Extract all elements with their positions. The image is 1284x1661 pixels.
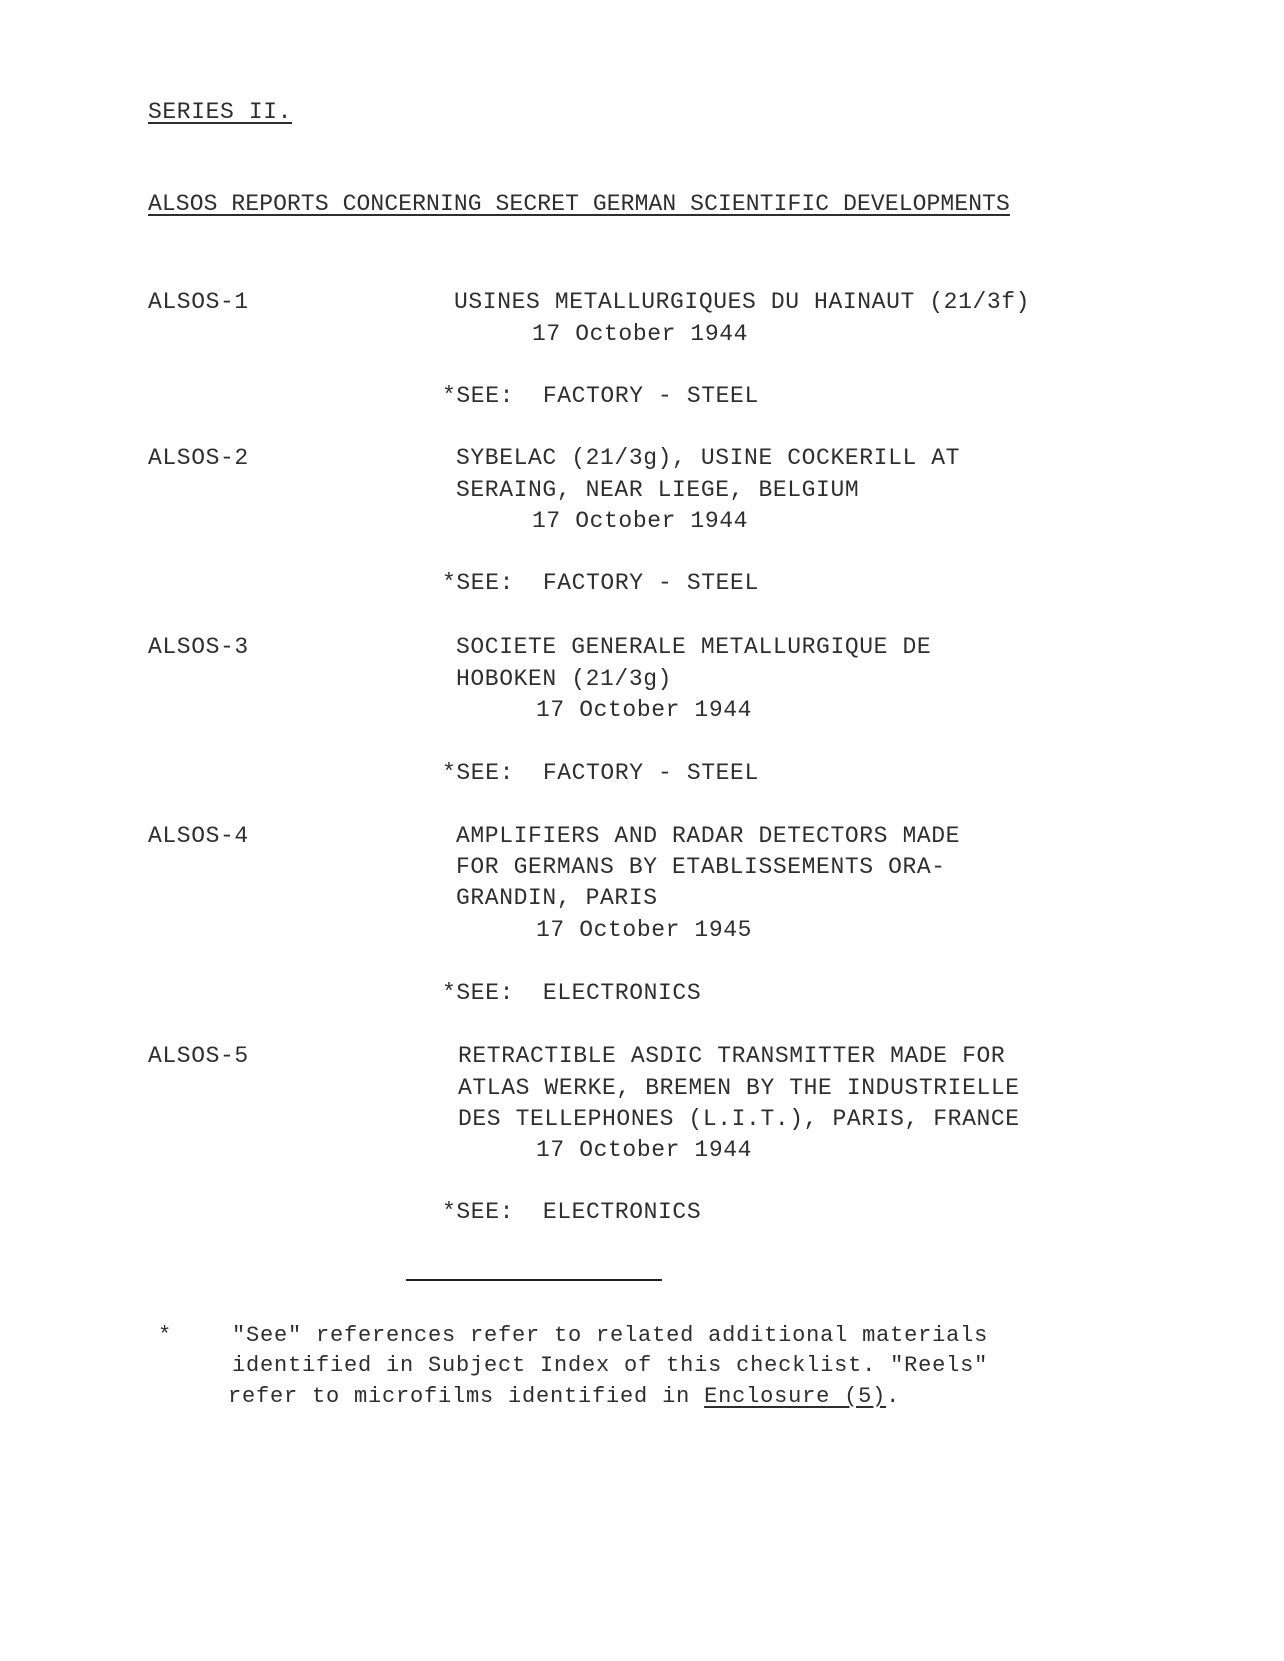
enclosure-reference: Enclosure (5) (704, 1384, 887, 1409)
entry-title-line: GRANDIN, PARIS (456, 885, 658, 911)
entry-see-reference: *SEE: FACTORY - STEEL (442, 383, 759, 409)
footnote-line: identified in Subject Index of this checklist. "Reels" (232, 1353, 989, 1378)
collection-title: ALSOS REPORTS CONCERNING SECRET GERMAN SCIENTIFIC DEVELOPMENTS (148, 191, 1010, 217)
entry-title-line: HOBOKEN (21/3g) (456, 666, 673, 692)
footnote-line: "See" references refer to related additional materials (232, 1323, 989, 1348)
entry-date: 17 October 1944 (532, 508, 749, 534)
entry-id: ALSOS-2 (148, 445, 249, 471)
entry-date: 17 October 1945 (536, 917, 753, 943)
entry-id: ALSOS-1 (148, 289, 249, 315)
entry-title-line: AMPLIFIERS AND RADAR DETECTORS MADE (456, 823, 961, 849)
entry-date: 17 October 1944 (536, 697, 753, 723)
entry-id: ALSOS-3 (148, 634, 249, 660)
entry-see-reference: *SEE: FACTORY - STEEL (442, 760, 759, 786)
footnote-separator (406, 1279, 662, 1281)
entry-title-line: USINES METALLURGIQUES DU HAINAUT (21/3f) (454, 289, 1031, 315)
footnote-marker: * (158, 1323, 173, 1348)
entry-title-line: ATLAS WERKE, BREMEN BY THE INDUSTRIELLE (458, 1075, 1020, 1101)
entry-see-reference: *SEE: ELECTRONICS (442, 1199, 702, 1225)
entry-id: ALSOS-4 (148, 823, 249, 849)
entry-title-line: SOCIETE GENERALE METALLURGIQUE DE (456, 634, 932, 660)
entry-date: 17 October 1944 (532, 321, 749, 347)
entry-date: 17 October 1944 (536, 1137, 753, 1163)
entry-title-line: FOR GERMANS BY ETABLISSEMENTS ORA- (456, 854, 946, 880)
footnote-line (228, 1381, 900, 1413)
entry-title-line: SERAING, NEAR LIEGE, BELGIUM (456, 477, 860, 503)
entry-title-line: DES TELLEPHONES (L.I.T.), PARIS, FRANCE (458, 1106, 1020, 1132)
series-heading: SERIES II. (148, 99, 293, 125)
entry-id: ALSOS-5 (148, 1043, 249, 1069)
footnote-text: refer to microfilms identified in (228, 1384, 705, 1409)
entry-title-line: SYBELAC (21/3g), USINE COCKERILL AT (456, 445, 961, 471)
entry-see-reference: *SEE: ELECTRONICS (442, 980, 702, 1006)
entry-title-line: RETRACTIBLE ASDIC TRANSMITTER MADE FOR (458, 1043, 1006, 1069)
entry-see-reference: *SEE: FACTORY - STEEL (442, 570, 759, 596)
footnote-period: . (886, 1384, 901, 1409)
